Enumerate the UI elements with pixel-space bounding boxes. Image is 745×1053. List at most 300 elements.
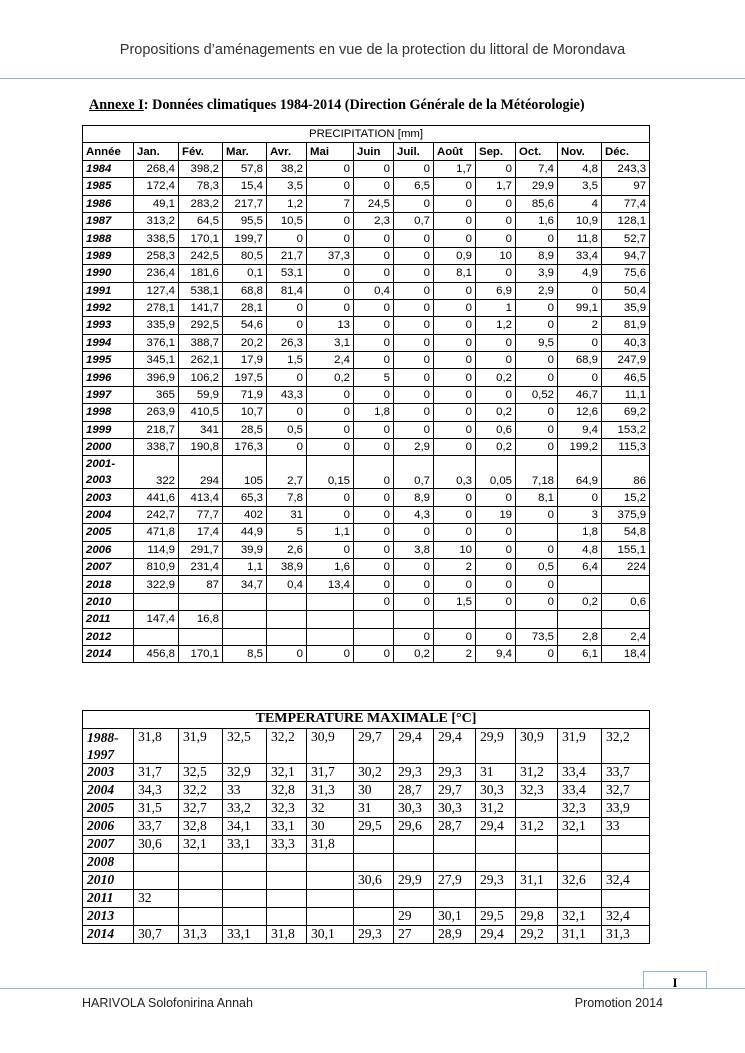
table-cell: 17,4 [179,524,223,541]
table-cell: 0,2 [476,439,516,456]
table-cell: 29,8 [516,908,558,926]
table-cell: 2,6 [267,541,307,558]
table-cell: 153,2 [602,421,650,438]
table-cell: 33,3 [267,836,307,854]
annex-label: Annexe I [89,97,144,113]
table-cell: 365 [134,386,179,403]
table-cell: 105 [223,456,267,489]
table-cell: 0,4 [267,576,307,593]
table-cell: 413,4 [179,489,223,506]
table-cell: 27 [394,926,434,944]
table-cell: 128,1 [602,212,650,229]
table-cell: 0,15 [307,456,354,489]
table-cell: 0 [516,421,558,438]
table-cell [434,890,476,908]
table-cell: 2,3 [354,212,394,229]
table-cell: 190,8 [179,439,223,456]
table-cell: 0 [394,593,434,610]
year-cell: 2004 [83,506,134,523]
table-cell: 338,7 [134,439,179,456]
table-cell: 1,2 [476,317,516,334]
table-cell: 0 [394,282,434,299]
table-cell: 64,5 [179,212,223,229]
table-cell: 0 [476,334,516,351]
table-cell: 7,8 [267,489,307,506]
table-cell: 4,3 [394,506,434,523]
table-cell: 243,3 [602,160,650,177]
table-cell: 24,5 [354,195,394,212]
table-row [83,439,650,456]
table-cell: 32,2 [179,782,223,800]
table-cell [179,890,223,908]
table-cell: 170,1 [179,645,223,662]
page-number: I [643,971,707,989]
table-cell [558,890,602,908]
table-cell: 33,1 [223,836,267,854]
table-cell: 59,9 [179,386,223,403]
year-cell: 1988 [83,230,134,247]
table-cell: 263,9 [134,404,179,421]
table-cell: 94,7 [602,247,650,264]
table-cell: 29,4 [476,818,516,836]
table-cell: 18,4 [602,645,650,662]
header-divider [0,78,745,79]
table-cell: 1,8 [558,524,602,541]
year-cell: 1993 [83,317,134,334]
table-cell [267,628,307,645]
table-cell: 199,2 [558,439,602,456]
table-cell [476,611,516,628]
table-cell [307,908,354,926]
table-cell: 1,7 [476,178,516,195]
table-cell: 0 [307,160,354,177]
table-cell: 0 [434,334,476,351]
table-cell [516,854,558,872]
table-cell: 17,9 [223,352,267,369]
table-cell: 31,9 [558,729,602,764]
table-cell: 0,5 [267,421,307,438]
table-cell [134,908,179,926]
table-cell: 0 [307,489,354,506]
temperature-caption: TEMPERATURE MAXIMALE [°C] [83,711,650,729]
year-cell: 2003 [83,764,134,782]
table-row [83,800,650,818]
table-cell: 32,3 [516,782,558,800]
column-header: Août [434,143,476,160]
table-cell: 0 [434,404,476,421]
table-cell [223,890,267,908]
table-cell [179,854,223,872]
table-cell: 30,6 [134,836,179,854]
table-cell [476,854,516,872]
table-row [83,282,650,299]
table-cell: 0 [267,645,307,662]
table-cell [558,836,602,854]
year-cell: 1994 [83,334,134,351]
table-cell: 0 [476,386,516,403]
table-cell [516,524,558,541]
year-cell: 2006 [83,541,134,558]
table-cell: 0 [434,489,476,506]
table-cell: 0 [434,352,476,369]
table-cell: 0 [476,230,516,247]
table-cell: 33,1 [223,926,267,944]
table-cell: 2 [434,558,476,575]
table-cell: 0 [476,160,516,177]
table-cell: 0 [354,230,394,247]
table-cell: 35,9 [602,299,650,316]
table-cell: 11,1 [602,386,650,403]
table-cell: 1,1 [223,558,267,575]
table-cell: 0 [434,524,476,541]
table-cell: 0 [476,628,516,645]
table-cell: 0 [307,404,354,421]
table-row [83,212,650,229]
column-header: Nov. [558,143,602,160]
table-cell: 2 [434,645,476,662]
table-cell: 0,52 [516,386,558,403]
table-cell: 64,9 [558,456,602,489]
table-cell [354,611,394,628]
table-cell: 32,5 [179,764,223,782]
table-row [83,908,650,926]
table-cell: 322,9 [134,576,179,593]
table-cell: 106,2 [179,369,223,386]
table-cell: 95,5 [223,212,267,229]
table-cell: 3,1 [307,334,354,351]
table-cell: 2 [558,317,602,334]
table-cell: 10,9 [558,212,602,229]
table-cell [267,854,307,872]
table-cell: 30,6 [354,872,394,890]
table-cell [223,611,267,628]
table-cell: 0 [354,439,394,456]
table-cell: 31,1 [516,872,558,890]
table-cell: 291,7 [179,541,223,558]
table-cell: 13 [307,317,354,334]
table-cell: 0 [307,299,354,316]
table-cell: 0 [434,299,476,316]
table-cell: 388,7 [179,334,223,351]
table-cell [179,628,223,645]
table-cell: 0 [307,421,354,438]
table-cell [267,611,307,628]
table-cell: 0 [434,628,476,645]
column-header: Juin [354,143,394,160]
table-cell: 0 [307,645,354,662]
table-cell: 147,4 [134,611,179,628]
table-cell [434,611,476,628]
table-cell: 0 [558,334,602,351]
table-cell: 0 [354,645,394,662]
table-cell: 34,3 [134,782,179,800]
table-cell: 0,9 [434,247,476,264]
table-cell: 396,9 [134,369,179,386]
table-cell: 0 [516,506,558,523]
year-cell: 1986 [83,195,134,212]
table-cell: 0 [394,524,434,541]
table-cell: 71,9 [223,386,267,403]
table-cell: 68,8 [223,282,267,299]
table-cell: 78,3 [179,178,223,195]
table-cell: 0 [434,576,476,593]
table-cell: 0 [307,178,354,195]
table-cell: 0 [476,195,516,212]
table-cell: 0 [354,386,394,403]
table-cell: 13,4 [307,576,354,593]
table-cell: 32,3 [267,800,307,818]
table-cell: 31,5 [134,800,179,818]
table-cell: 5 [267,524,307,541]
table-row [83,729,650,764]
temperature-table [82,710,650,944]
column-header: Mar. [223,143,267,160]
table-cell: 31,7 [307,764,354,782]
table-cell: 32,6 [558,872,602,890]
table-cell: 0 [394,628,434,645]
table-cell: 15,4 [223,178,267,195]
table-cell: 31 [267,506,307,523]
table-cell: 0 [267,404,307,421]
table-cell [602,854,650,872]
year-cell: 1984 [83,160,134,177]
year-cell: 1997 [83,386,134,403]
table-cell: 29,3 [434,764,476,782]
column-header: Sep. [476,143,516,160]
table-row [83,628,650,645]
year-cell: 1998 [83,404,134,421]
table-row [83,854,650,872]
table-cell: 29,7 [434,782,476,800]
table-cell: 0 [516,352,558,369]
table-cell: 0 [354,524,394,541]
table-cell: 0 [267,317,307,334]
table-cell [223,593,267,610]
year-cell: 2014 [83,645,134,662]
table-cell: 30,2 [354,764,394,782]
table-cell: 87 [179,576,223,593]
table-cell: 38,9 [267,558,307,575]
table-cell: 0,2 [394,645,434,662]
table-cell: 0 [516,317,558,334]
table-cell [267,908,307,926]
table-cell: 0 [434,369,476,386]
table-cell: 29 [394,908,434,926]
table-cell: 30,1 [434,908,476,926]
table-cell: 0 [434,421,476,438]
footer-divider [0,988,745,989]
table-cell [354,836,394,854]
table-cell [394,890,434,908]
footer-author: HARIVOLA Solofonirina Annah [82,996,253,1010]
table-cell: 31 [476,764,516,782]
table-cell: 0 [476,212,516,229]
table-row [83,421,650,438]
table-cell [558,611,602,628]
table-cell [354,908,394,926]
table-cell: 376,1 [134,334,179,351]
year-cell: 2018 [83,576,134,593]
table-cell: 0 [434,230,476,247]
table-cell: 86 [602,456,650,489]
table-cell: 0 [476,524,516,541]
table-cell: 322 [134,456,179,489]
table-cell: 49,1 [134,195,179,212]
table-cell: 1,5 [267,352,307,369]
table-cell: 29,9 [394,872,434,890]
table-cell: 69,2 [602,404,650,421]
table-cell [434,854,476,872]
table-cell: 0 [516,645,558,662]
table-cell: 29,9 [516,178,558,195]
table-cell: 0 [354,456,394,489]
table-cell: 52,7 [602,230,650,247]
table-cell: 3,9 [516,265,558,282]
table-cell: 7 [307,195,354,212]
table-cell: 441,6 [134,489,179,506]
table-cell: 341 [179,421,223,438]
table-cell: 27,9 [434,872,476,890]
year-cell: 1985 [83,178,134,195]
table-cell: 0,4 [354,282,394,299]
table-cell: 0 [267,369,307,386]
table-cell: 0 [354,160,394,177]
precipitation-table [82,125,650,663]
table-cell: 176,3 [223,439,267,456]
table-cell: 0 [354,247,394,264]
table-cell [307,611,354,628]
table-row [83,558,650,575]
table-cell: 33,4 [558,247,602,264]
table-cell: 31 [354,800,394,818]
table-cell: 57,8 [223,160,267,177]
table-cell: 0 [558,369,602,386]
table-cell: 0 [516,404,558,421]
table-row [83,645,650,662]
year-cell: 2008 [83,854,134,872]
table-cell [307,593,354,610]
table-cell: 31,2 [516,818,558,836]
table-cell: 8,9 [394,489,434,506]
table-cell [179,593,223,610]
table-cell: 33,9 [602,800,650,818]
table-row [83,782,650,800]
table-cell: 0 [307,541,354,558]
table-cell: 31,8 [134,729,179,764]
table-cell: 0 [394,421,434,438]
table-cell [267,593,307,610]
table-cell: 29,4 [476,926,516,944]
year-cell: 1996 [83,369,134,386]
table-cell: 32,9 [223,764,267,782]
precipitation-caption: PRECIPITATION [mm] [83,126,650,143]
table-row [83,265,650,282]
table-cell: 29,4 [434,729,476,764]
table-cell: 81,9 [602,317,650,334]
table-cell: 398,2 [179,160,223,177]
table-cell: 29,3 [394,764,434,782]
table-cell: 29,5 [354,818,394,836]
table-cell: 40,3 [602,334,650,351]
table-cell: 50,4 [602,282,650,299]
table-cell [602,890,650,908]
table-cell [134,628,179,645]
table-cell: 54,6 [223,317,267,334]
table-cell: 31,9 [179,729,223,764]
table-cell: 0 [267,439,307,456]
table-cell: 0 [476,489,516,506]
table-cell: 1,8 [354,404,394,421]
table-row [83,489,650,506]
table-cell: 12,6 [558,404,602,421]
table-cell: 37,3 [307,247,354,264]
table-cell: 32,1 [558,818,602,836]
table-cell: 77,4 [602,195,650,212]
table-cell: 0 [307,282,354,299]
table-cell: 0 [354,489,394,506]
table-row [83,764,650,782]
table-cell [516,836,558,854]
table-cell: 0 [307,265,354,282]
table-cell: 3,5 [558,178,602,195]
table-cell: 29,3 [476,872,516,890]
table-cell: 0 [434,212,476,229]
table-cell: 20,2 [223,334,267,351]
table-cell: 8,1 [434,265,476,282]
table-cell: 0 [516,593,558,610]
table-cell: 39,9 [223,541,267,558]
table-cell: 262,1 [179,352,223,369]
table-cell: 9,5 [516,334,558,351]
table-cell: 127,4 [134,282,179,299]
table-row [83,160,650,177]
table-cell: 53,1 [267,265,307,282]
table-cell: 30,9 [516,729,558,764]
table-row [83,386,650,403]
table-cell: 26,3 [267,334,307,351]
table-cell: 402 [223,506,267,523]
table-cell: 28,9 [434,926,476,944]
year-cell: 2005 [83,800,134,818]
table-row [83,872,650,890]
table-cell: 0 [354,593,394,610]
table-cell: 0 [354,541,394,558]
table-cell: 5 [354,369,394,386]
table-row [83,506,650,523]
table-cell: 4,8 [558,160,602,177]
table-cell: 0 [558,282,602,299]
table-cell [267,890,307,908]
table-cell: 7,18 [516,456,558,489]
column-header: Année [83,143,134,160]
table-cell: 99,1 [558,299,602,316]
table-cell: 29,2 [516,926,558,944]
year-cell: 2013 [83,908,134,926]
table-cell: 29,4 [394,729,434,764]
table-cell [394,836,434,854]
table-cell: 30,9 [307,729,354,764]
table-cell: 0 [434,178,476,195]
table-cell: 31,2 [476,800,516,818]
table-cell: 0 [307,506,354,523]
table-cell: 32,4 [602,908,650,926]
table-cell [223,908,267,926]
year-cell: 2010 [83,593,134,610]
table-row [83,352,650,369]
table-cell: 2,8 [558,628,602,645]
table-row [83,334,650,351]
table-cell: 31,1 [558,926,602,944]
